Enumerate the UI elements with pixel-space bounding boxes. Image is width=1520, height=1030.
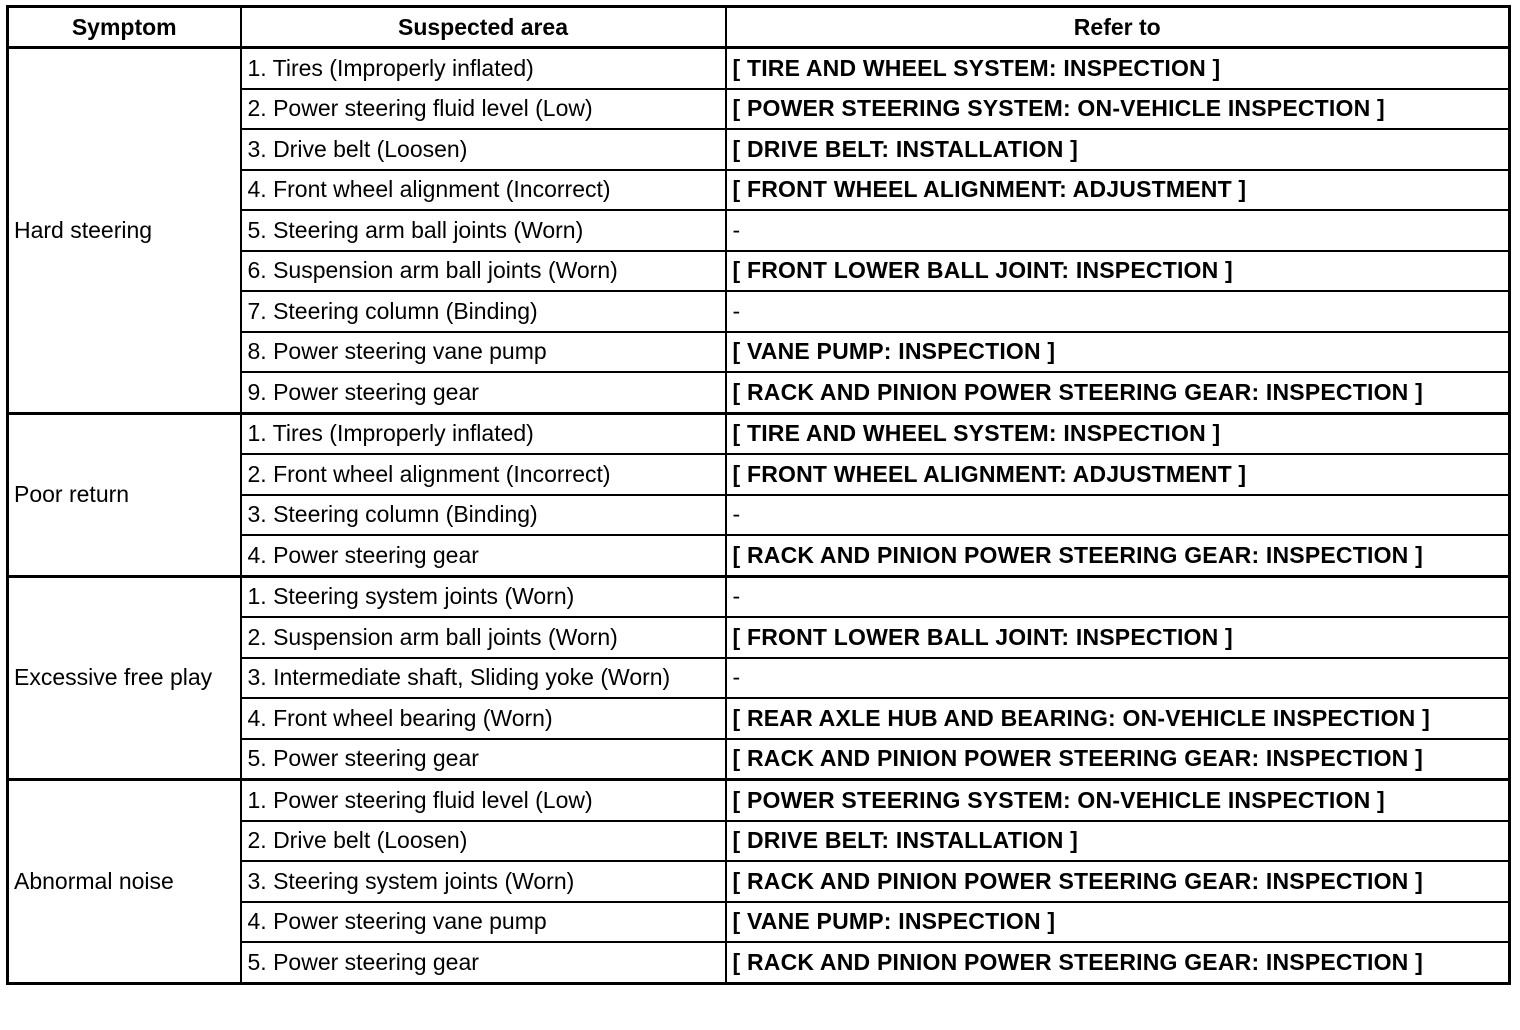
troubleshooting-table (6, 5, 1511, 985)
suspected-area-cell: 2. Power steering fluid level (Low) (241, 89, 726, 130)
symptom-cell: Hard steering (8, 48, 241, 414)
suspected-area-cell: 1. Steering system joints (Worn) (241, 576, 726, 617)
refer-to-link[interactable]: [ POWER STEERING SYSTEM: ON-VEHICLE INSPECTION ] (726, 89, 1510, 130)
suspected-area-cell: 8. Power steering vane pump (241, 332, 726, 373)
refer-to-link[interactable]: [ RACK AND PINION POWER STEERING GEAR: INSPECTION ] (726, 372, 1510, 413)
table-row (8, 413, 1510, 454)
header-row (8, 7, 1510, 48)
symptom-cell: Abnormal noise (8, 780, 241, 984)
refer-to-empty-cell: - (726, 658, 1510, 699)
suspected-area-cell: 5. Steering arm ball joints (Worn) (241, 210, 726, 251)
header-refer-to: Refer to (726, 7, 1510, 48)
refer-to-empty-cell: - (726, 210, 1510, 251)
refer-to-link[interactable]: [ POWER STEERING SYSTEM: ON-VEHICLE INSPECTION ] (726, 780, 1510, 821)
header-symptom: Symptom (8, 7, 241, 48)
refer-to-link[interactable]: [ RACK AND PINION POWER STEERING GEAR: INSPECTION ] (726, 535, 1510, 576)
refer-to-link[interactable]: [ FRONT WHEEL ALIGNMENT: ADJUSTMENT ] (726, 454, 1510, 495)
suspected-area-cell: 9. Power steering gear (241, 372, 726, 413)
refer-to-link[interactable]: [ VANE PUMP: INSPECTION ] (726, 332, 1510, 373)
suspected-area-cell: 1. Tires (Improperly inflated) (241, 413, 726, 454)
suspected-area-cell: 3. Steering column (Binding) (241, 495, 726, 536)
refer-to-link[interactable]: [ RACK AND PINION POWER STEERING GEAR: INSPECTION ] (726, 739, 1510, 780)
suspected-area-cell: 4. Power steering vane pump (241, 902, 726, 943)
suspected-area-cell: 1. Power steering fluid level (Low) (241, 780, 726, 821)
refer-to-empty-cell: - (726, 495, 1510, 536)
symptom-group (8, 576, 1510, 780)
suspected-area-cell: 4. Front wheel bearing (Worn) (241, 698, 726, 739)
symptom-group (8, 48, 1510, 414)
header-suspected-area: Suspected area (241, 7, 726, 48)
refer-to-link[interactable]: [ VANE PUMP: INSPECTION ] (726, 902, 1510, 943)
table-row (8, 780, 1510, 821)
symptom-cell: Poor return (8, 413, 241, 576)
refer-to-empty-cell: - (726, 291, 1510, 332)
table-row (8, 48, 1510, 89)
refer-to-link[interactable]: [ REAR AXLE HUB AND BEARING: ON-VEHICLE INSPECTION ] (726, 698, 1510, 739)
suspected-area-cell: 3. Intermediate shaft, Sliding yoke (Worn) (241, 658, 726, 699)
suspected-area-cell: 6. Suspension arm ball joints (Worn) (241, 251, 726, 292)
symptom-cell: Excessive free play (8, 576, 241, 780)
suspected-area-cell: 4. Power steering gear (241, 535, 726, 576)
suspected-area-cell: 2. Suspension arm ball joints (Worn) (241, 617, 726, 658)
refer-to-empty-cell: - (726, 576, 1510, 617)
refer-to-link[interactable]: [ FRONT LOWER BALL JOINT: INSPECTION ] (726, 617, 1510, 658)
suspected-area-cell: 4. Front wheel alignment (Incorrect) (241, 170, 726, 211)
refer-to-link[interactable]: [ FRONT LOWER BALL JOINT: INSPECTION ] (726, 251, 1510, 292)
refer-to-link[interactable]: [ FRONT WHEEL ALIGNMENT: ADJUSTMENT ] (726, 170, 1510, 211)
refer-to-link[interactable]: [ RACK AND PINION POWER STEERING GEAR: INSPECTION ] (726, 861, 1510, 902)
refer-to-link[interactable]: [ TIRE AND WHEEL SYSTEM: INSPECTION ] (726, 413, 1510, 454)
suspected-area-cell: 3. Steering system joints (Worn) (241, 861, 726, 902)
refer-to-link[interactable]: [ DRIVE BELT: INSTALLATION ] (726, 129, 1510, 170)
suspected-area-cell: 2. Front wheel alignment (Incorrect) (241, 454, 726, 495)
refer-to-link[interactable]: [ TIRE AND WHEEL SYSTEM: INSPECTION ] (726, 48, 1510, 89)
troubleshooting-table-container (6, 5, 1511, 985)
suspected-area-cell: 3. Drive belt (Loosen) (241, 129, 726, 170)
table-row (8, 576, 1510, 617)
suspected-area-cell: 1. Tires (Improperly inflated) (241, 48, 726, 89)
symptom-group (8, 780, 1510, 984)
suspected-area-cell: 2. Drive belt (Loosen) (241, 821, 726, 862)
refer-to-link[interactable]: [ RACK AND PINION POWER STEERING GEAR: INSPECTION ] (726, 942, 1510, 983)
suspected-area-cell: 5. Power steering gear (241, 942, 726, 983)
symptom-group (8, 413, 1510, 576)
suspected-area-cell: 7. Steering column (Binding) (241, 291, 726, 332)
refer-to-link[interactable]: [ DRIVE BELT: INSTALLATION ] (726, 821, 1510, 862)
suspected-area-cell: 5. Power steering gear (241, 739, 726, 780)
table-header (8, 7, 1510, 48)
